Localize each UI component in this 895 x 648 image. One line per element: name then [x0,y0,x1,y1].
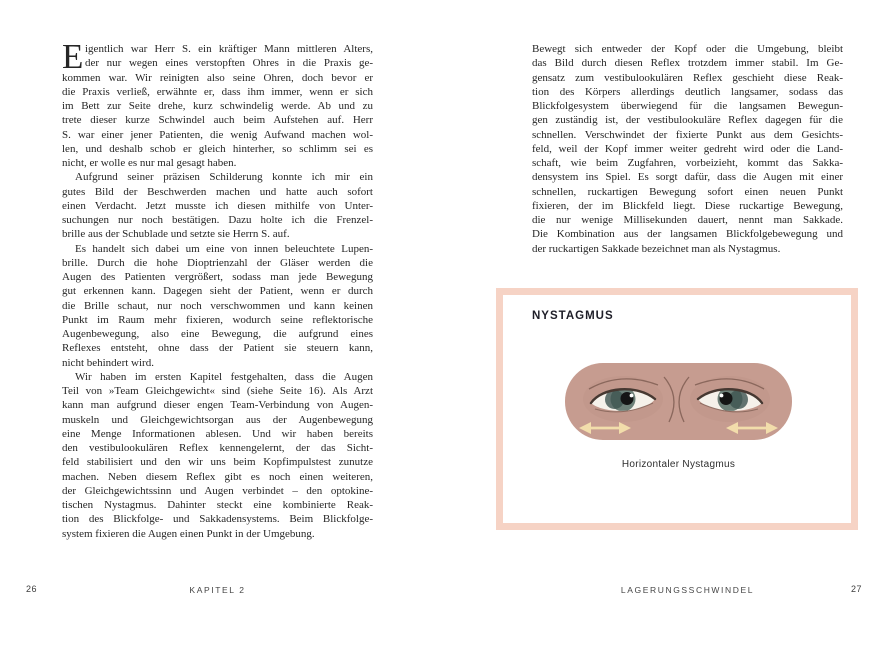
text-line: Wir haben im ersten Kapitel festgehalten, dass die Augen [75,370,373,383]
text-line: die Brille schaut, nur noch verschwommen und kann keinen [62,299,373,312]
text-line: Die Kombination aus der langsamen Blickfolgebewegung und [532,228,843,241]
right-running-title: LAGERUNGSSCHWINDEL [620,585,755,595]
text-line: Punkt im Raum mehr fixieren, wodurch seine reflektorische [62,313,373,326]
text-line: der ruckartigen Sakkade bezeichnet man als Nystagmus. [532,242,781,255]
left-page-text-column [62,37,373,541]
text-line: schnellen, ruckartigen Bewegung sofort einen neuen Punkt [532,185,843,198]
text-line: im Bett zur Seite drehe, kurz schwindelig werde. Ab und zu [62,100,373,112]
text-line: das Bild durch diesen Reflex trotzdem immer stabil. Im Ge- [532,57,843,70]
paragraph [62,170,373,241]
figure-title: NYSTAGMUS [532,310,614,322]
text-line: muskeln und Gleichgewichtsorgan aus der Augenbewegung [62,413,373,426]
text-line: einen Verdacht. Jetzt musste ich diesen mithilfe von Unter- [62,199,373,212]
text-line: brille. Durch die hohe Dioptrienzahl der Gläser werden die [62,256,373,269]
text-line: die Praxis verließ, erwähnte er, dass ihm immer, wenn er sich [62,85,373,98]
text-line: trete dieser kurze Schwindel auch beim Aufstehen auf. Herr [62,114,373,127]
text-line: machen. Neben diesem Reflex gibt es noch einen weiteren, [62,470,373,483]
text-line: S. war einer jener Patienten, die wenig Aufwand machen wol- [62,128,373,141]
text-line: Reflexes entsteht, ohne dass der Patient sie steuern kann, [62,342,373,355]
text-line: eine Menge Informationen ablesen. Und wir haben bereits [62,427,373,440]
figure-box [496,288,858,530]
paragraph [62,37,373,170]
text-line: suchungen nur noch bestätigen. Dazu holte ich die Frenzel- [62,214,373,226]
text-line: tischen Nystagmus. Dahinter steckt eine kombinierte Reak- [62,499,373,511]
text-line: feld, weil der Kopf immer weiter gedreht wird oder die Land- [532,142,843,155]
text-line: tion des Blickfolge- und Sakkadensystems. Beim Blickfolge- [62,513,373,526]
drop-cap: E [62,37,84,76]
text-line: fixieren, der im Blickfeld liegt. Diese ruckartige Bewegung, [532,199,843,212]
left-page-number: 26 [26,584,38,594]
text-line: Es handelt sich dabei um eine von innen beleuchtete Lupen- [75,242,373,255]
text-line: Augen des Patienten vergrößert, sodass man jede Bewegung [62,271,373,283]
left-running-title: KAPITEL 2 [189,585,246,595]
text-line: die nur wenige Millisekunden dauert, nennt man Sakkade. [532,214,843,226]
text-line: len, und deshalb schob er gleich hinterher, so schlimm sei es [62,142,373,155]
text-line: Blickfolgesystem überwiegend für die langsamen Bewegun- [532,100,843,112]
text-line: nicht, er wolle es nur mal gesagt haben. [62,157,237,169]
text-line: Teil von »Team Gleichgewicht« sind (siehe Seite 16). Als Arzt [62,385,373,397]
text-line: kann man aufgrund dieser engen Team-Verbindung von Augen- [62,399,373,412]
right-page-text-column [532,42,843,256]
text-line: feld stabilisiert und den wir uns beim Kopfimpulstest zunutze [62,456,373,469]
nystagmus-eyes-illustration [565,363,792,440]
text-line: gen zuständig ist, der vestibulookuläre Reflex dagegen für die [532,114,843,127]
text-line: gutes Bild der Beschwerden machen und hatte auch sofort [62,185,373,198]
text-line: tion des Körpers allerdings deutlich langsamer, sodass das [532,85,843,98]
figure-caption: Horizontaler Nystagmus [621,459,736,470]
text-line: igentlich war Herr S. ein kräftiger Mann mittleren Alters, [85,43,373,55]
text-line: Aufgrund seiner präzisen Schilderung konnte ich mir ein [75,171,373,184]
paragraph [62,242,373,370]
text-line: Augenbewegung, also eine Bewegung, die aufgrund eines [62,328,373,340]
text-line: schaft, wie beim Zugfahren, vorbeizieht, kommt das Sakka- [532,157,843,169]
text-line: brille aus der Schublade und setzte sie Herrn S. auf. [62,228,290,241]
text-line: gut erkennen kann. Dagegen sieht der Patient, wenn er durch [62,285,373,298]
text-line: den vestibulookulären Reflex kennengelernt, der das Sicht- [62,442,373,454]
text-line: schnellen. Verschwindet der fixierte Punkt aus dem Gesichts- [532,128,843,141]
text-line: Bewegt sich entweder der Kopf oder die Umgebung, bleibt [532,43,843,55]
text-line: nicht behindert wird. [62,356,154,369]
text-line: der nur wegen eines verstopften Ohres in die Praxis ge- [85,57,373,70]
text-line: kommen war. Wir reinigten also seine Ohren, doch bevor er [62,71,373,84]
text-line: der Gleichgewichtssinn und Augen verbindet – den optokine- [62,484,373,497]
paragraph [62,370,373,541]
right-page-number: 27 [850,584,862,594]
text-line: gensatz zum vestibulookulären Reflex geschieht diese Reak- [532,71,843,84]
text-line: system fixieren die Augen einen Punkt in der Umgebung. [62,527,315,540]
text-line: densystem ins Spiel. Es sorgt dafür, dass die Augen mit einer [532,171,843,184]
paragraph [532,42,843,256]
